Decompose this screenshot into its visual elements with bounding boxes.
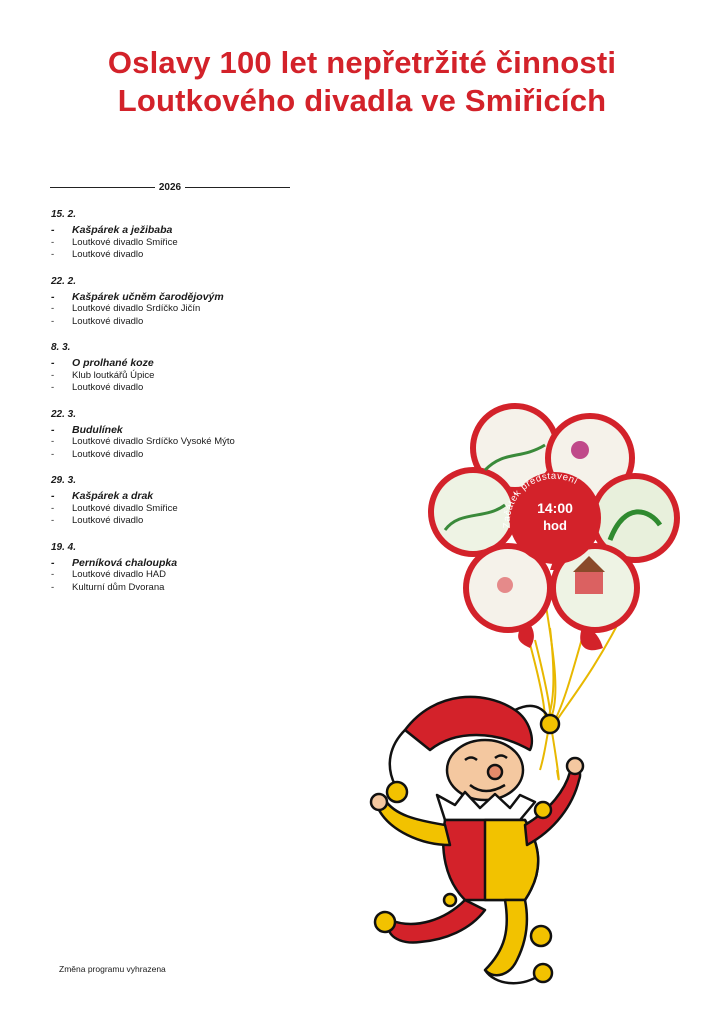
event-venue: Loutkové divadlo <box>72 249 144 260</box>
event-date: 22. 3. <box>51 408 77 420</box>
bullet-dash: - <box>51 290 55 303</box>
event-item <box>51 208 351 262</box>
bullet-dash: - <box>51 581 55 593</box>
bullet-dash: - <box>51 490 55 502</box>
jester-balloon-illustration <box>345 400 705 1000</box>
bullet-dash: - <box>51 303 55 314</box>
title-line-1: Oslavy 100 let nepřetržité činnosti <box>107 45 617 80</box>
event-item <box>51 275 351 329</box>
event-item <box>51 474 351 528</box>
bullet-dash: - <box>51 436 55 447</box>
event-venue: Loutkové divadlo <box>72 382 144 393</box>
bullet-dash: - <box>51 249 55 260</box>
event-venue: Kulturní dům Dvorana <box>72 581 165 593</box>
start-time-unit: hod <box>543 518 567 533</box>
bullet-dash: - <box>51 423 55 436</box>
event-date: 8. 3. <box>51 342 71 353</box>
event-company: Loutkové divadlo Srdíčko Vysoké Mýto <box>72 436 235 447</box>
jester-figure <box>371 697 583 983</box>
event-date: 19. 4. <box>51 541 77 553</box>
event-title: Kašpárek učněm čarodějovým <box>72 290 224 303</box>
balloon-scene-3 <box>431 470 515 554</box>
event-list <box>51 208 351 607</box>
event-venue: Loutkové divadlo <box>72 315 144 327</box>
event-company: Loutkové divadlo Srdíčko Jičín <box>72 303 201 314</box>
event-item <box>51 341 351 395</box>
bullet-dash: - <box>51 502 55 514</box>
year-divider <box>50 180 290 194</box>
event-title: Kašpárek a ježibaba <box>72 224 173 236</box>
event-title: Kašpárek a drak <box>72 490 154 502</box>
bullet-dash: - <box>51 315 55 327</box>
start-label-path: Začátek představení <box>501 470 580 529</box>
event-company: Loutkové divadlo HAD <box>72 569 166 580</box>
bullet-dash: - <box>51 569 55 580</box>
event-company: Loutkové divadlo Smiřice <box>72 502 178 514</box>
event-company: Loutkové divadlo Smiřice <box>72 236 178 248</box>
event-date: 29. 3. <box>51 475 77 486</box>
event-date: 15. 2. <box>51 209 77 220</box>
event-company: Klub loutkářů Úpice <box>72 369 155 381</box>
event-title: Budulínek <box>72 423 123 436</box>
event-date: 22. 2. <box>51 275 77 287</box>
event-item <box>51 408 351 462</box>
event-title: Perníková chaloupka <box>72 556 178 569</box>
year-label: 2026 <box>158 181 182 193</box>
title-line-2: Loutkového divadla ve Smiřicích <box>117 83 607 118</box>
bullet-dash: - <box>51 556 55 569</box>
bullet-dash: - <box>51 236 55 248</box>
start-time: 14:00 <box>537 500 573 516</box>
event-venue: Loutkové divadlo <box>72 515 144 526</box>
bullet-dash: - <box>51 357 55 369</box>
bullet-dash: - <box>51 382 55 393</box>
event-venue: Loutkové divadlo <box>72 448 144 460</box>
event-title: O prolhané koze <box>72 357 154 369</box>
event-item <box>51 541 351 595</box>
bullet-dash: - <box>51 369 55 381</box>
bullet-dash: - <box>51 448 55 460</box>
divider-line-right <box>185 187 290 188</box>
bullet-dash: - <box>51 224 55 236</box>
bullet-dash: - <box>51 515 55 526</box>
program-change-note: Změna programu vyhrazena <box>59 964 166 974</box>
page-title <box>0 44 724 120</box>
divider-line-left <box>50 187 155 188</box>
